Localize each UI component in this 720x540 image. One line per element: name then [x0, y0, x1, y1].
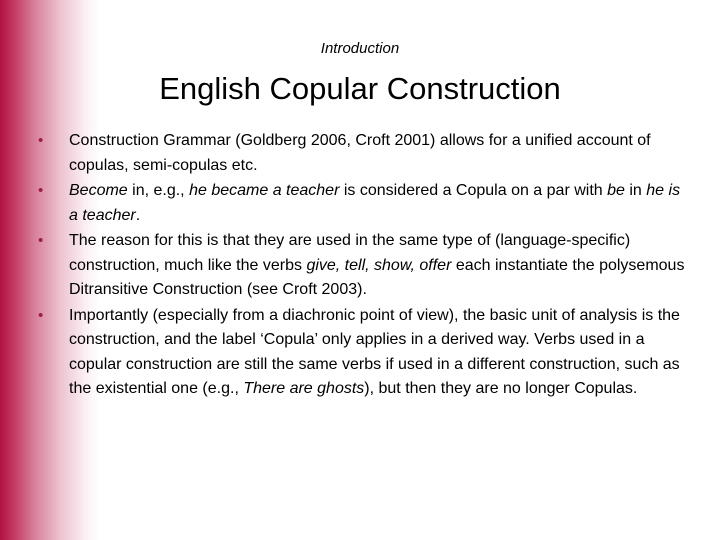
slide-title: English Copular Construction: [159, 71, 561, 106]
bullet-text-run: Importantly (especially from a diachronic point of view), the basic unit of analysis is the construction, and the label ‘Copula’ only applies in a derived way. Verbs used in a copular construction are still the same verbs if used in a different construction, such as the existential one (e.g.,: [69, 306, 680, 397]
bullet-item: [38, 304, 688, 402]
bullet-text-run: There are ghosts: [243, 380, 365, 397]
bullet-text-run: each instantiate the polysemous Ditransitive Construction (see Croft 2003).: [69, 256, 685, 298]
bullet-text-run: be: [607, 182, 625, 199]
bullet-text-run: Construction Grammar (Goldberg 2006, Croft 2001) allows for a unified account of copulas, semi-copulas etc.: [69, 132, 651, 174]
bullet-text-run: ), but then they are no longer Copulas.: [364, 380, 638, 397]
bullet-text-run: in, e.g.,: [127, 182, 190, 199]
bullet-text-run: The reason for this is that they are used in the same type of (language-specific) construction, much like the verbs: [69, 232, 631, 274]
bullet-list: [38, 129, 688, 403]
bullet-item: [38, 179, 688, 228]
bullet-dot-icon: •: [38, 232, 44, 249]
bullet-text-run: Become: [69, 182, 128, 199]
bullet-text-run: is considered a Copula on a par with: [339, 182, 608, 199]
bullet-text-run: he became a teacher: [189, 182, 340, 199]
bullet-text-run: he is a teacher: [69, 182, 681, 224]
bullet-text-run: .: [135, 206, 141, 224]
bullet-dot-icon: •: [38, 182, 44, 199]
section-subtitle: Introduction: [320, 40, 400, 57]
bullet-item: [38, 229, 688, 303]
bullet-dot-icon: •: [38, 132, 44, 149]
bullet-text-run: give, tell, show, offer: [306, 256, 452, 274]
bullet-text-run: in: [624, 182, 647, 199]
bullet-item: [38, 129, 688, 178]
bullet-dot-icon: •: [38, 306, 44, 324]
